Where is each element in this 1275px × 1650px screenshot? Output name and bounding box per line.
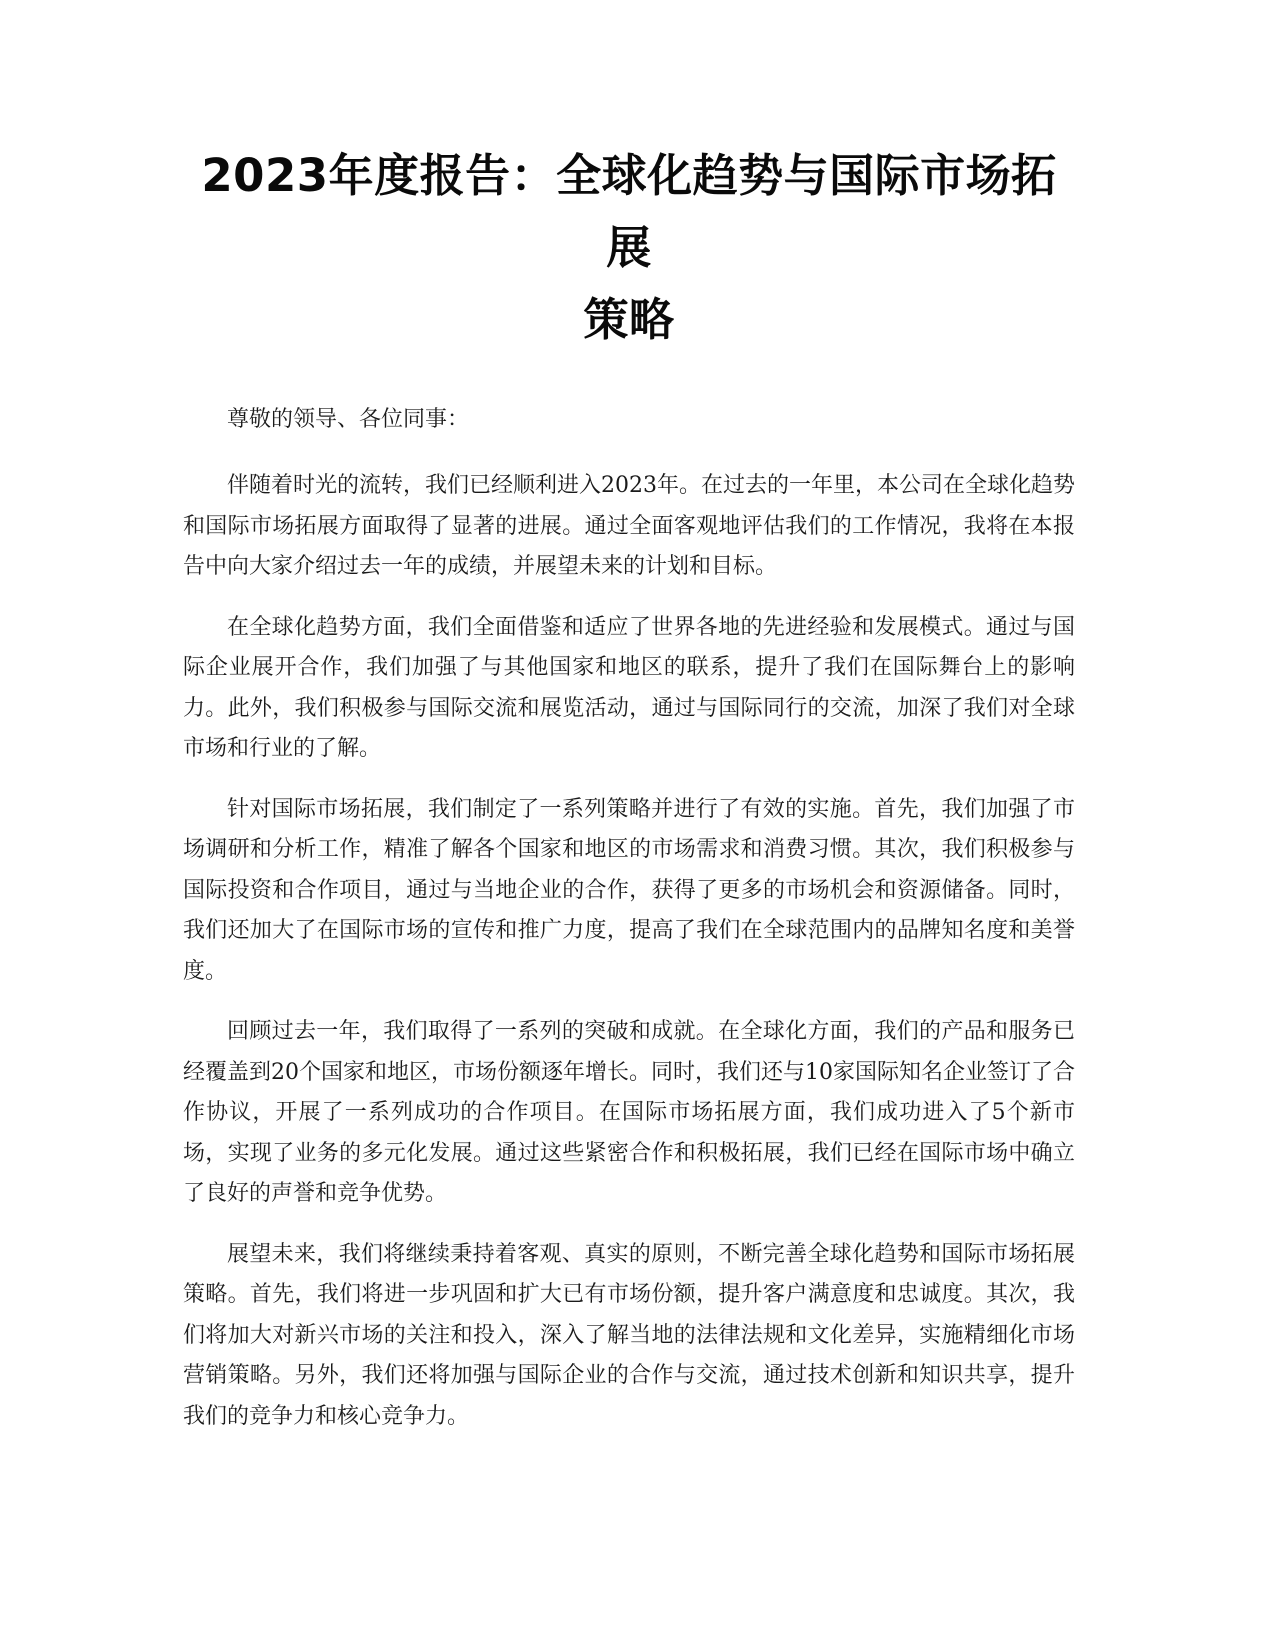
paragraph-market-expansion: 针对国际市场拓展，我们制定了一系列策略并进行了有效的实施。首先，我们加强了市场调研和分析工作，精准了解各个国家和地区的市场需求和消费习惯。其次，我们积极参与国际投资和合作项目，通过与当地企业的合作，获得了更多的市场机会和资源储备。同时，我们还加大了在国际市场的宣传和推广力度，提高了我们在全球范围内的品牌知名度和美誉度。	[183, 796, 1075, 984]
document-page	[183, 140, 1075, 1457]
paragraph-globalization: 在全球化趋势方面，我们全面借鉴和适应了世界各地的先进经验和发展模式。通过与国际企业展开合作，我们加强了与其他国家和地区的联系，提升了我们在国际舞台上的影响力。此外，我们积极参与国际交流和展览活动，通过与国际同行的交流，加深了我们对全球市场和行业的了解。	[183, 614, 1075, 761]
title-line-2: 策略	[583, 293, 675, 346]
paragraph-outlook: 展望未来，我们将继续秉持着客观、真实的原则，不断完善全球化趋势和国际市场拓展策略。首先，我们将进一步巩固和扩大已有市场份额，提升客户满意度和忠诚度。其次，我们将加大对新兴市场的关注和投入，深入了解当地的法律法规和文化差异，实施精细化市场营销策略。另外，我们还将加强与国际企业的合作与交流，通过技术创新和知识共享，提升我们的竞争力和核心竞争力。	[183, 1241, 1075, 1429]
paragraph-intro: 伴随着时光的流转，我们已经顺利进入2023年。在过去的一年里，本公司在全球化趋势和国际市场拓展方面取得了显著的进展。通过全面客观地评估我们的工作情况，我将在本报告中向大家介绍过去一年的成绩，并展望未来的计划和目标。	[183, 473, 1075, 579]
salutation: 尊敬的领导、各位同事：	[227, 407, 470, 432]
document-title	[183, 140, 1075, 356]
paragraph-review: 回顾过去一年，我们取得了一系列的突破和成就。在全球化方面，我们的产品和服务已经覆盖到20个国家和地区，市场份额逐年增长。同时，我们还与10家国际知名企业签订了合作协议，开展了一系列成功的合作项目。在国际市场拓展方面，我们成功进入了5个新市场，实现了业务的多元化发展。通过这些紧密合作和积极拓展，我们已经在国际市场中确立了良好的声誉和竞争优势。	[183, 1019, 1075, 1206]
title-line-1: 2023年度报告：全球化趋势与国际市场拓展	[201, 149, 1057, 274]
